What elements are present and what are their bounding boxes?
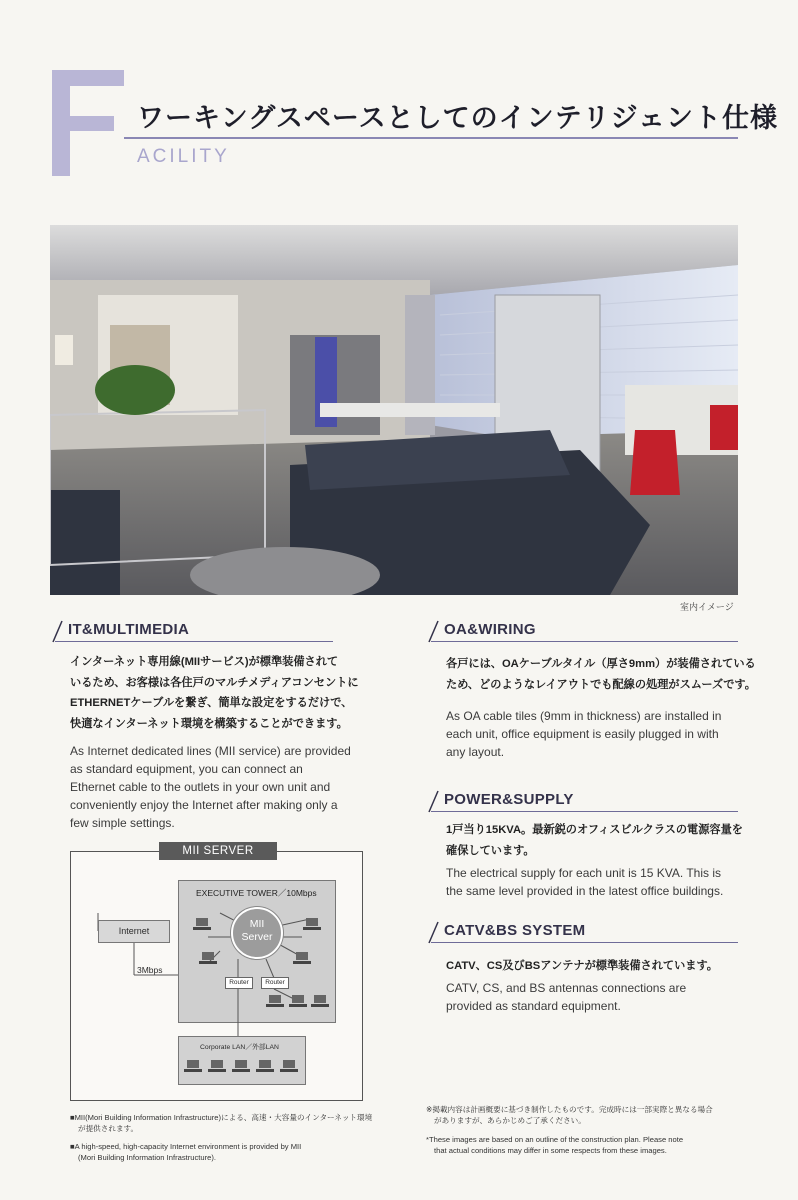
server-label-line2: Server [241, 931, 273, 943]
text-line: ETHERNETケーブルを繋ぎ、簡単な設定をするだけで、 [70, 697, 353, 709]
computer-icon [199, 952, 217, 964]
note-line: (Mori Building Information Infrastructure). [78, 1153, 217, 1162]
text-line: few simple settings. [70, 816, 175, 830]
mii-server-node [231, 907, 283, 959]
heading-rule [431, 811, 738, 812]
section-letter-f [52, 70, 124, 176]
text-line: conveniently enjoy the Internet after making only a [70, 798, 338, 812]
text-line: As OA cable tiles (9mm in thickness) are installed in [446, 709, 722, 723]
power-supply-en-text [446, 864, 723, 900]
text-line: いるため、お客様は各住戸のマルチメディアコンセントに [70, 676, 359, 689]
computer-icon [303, 918, 321, 930]
note-line: *These images are based on an outline of the construction plan. Please note [426, 1135, 684, 1144]
router-node: Router [225, 977, 253, 989]
text-line: provided as standard equipment. [446, 999, 621, 1013]
computer-icon [293, 952, 311, 964]
it-multimedia-jp-text [70, 652, 359, 734]
note-line: ■MII(Mori Building Information Infrastructure)による、高速・大容量のインターネット環境 [70, 1113, 373, 1122]
title-divider [124, 137, 738, 139]
plan-note-en [426, 1134, 683, 1156]
text-line: 各戸には、OAケーブルタイル（厚さ9mm）が装備されている [446, 658, 756, 670]
computer-icon [266, 995, 284, 1007]
plan-note-jp [426, 1104, 713, 1126]
heading-rule [431, 641, 738, 642]
computer-icon [311, 995, 329, 1007]
text-line: 1戸当り15KVA。最新鋭のオフィスビルクラスの電源容量を [446, 824, 743, 836]
lan-label: Corporate LAN／外部LAN [200, 1044, 279, 1051]
it-multimedia-title: IT&MULTIMEDIA [68, 621, 190, 638]
slash-icon [50, 619, 64, 643]
tower-label: EXECUTIVE TOWER／10Mbps [196, 888, 317, 898]
power-supply-jp-text [446, 820, 743, 861]
catv-bs-title: CATV&BS SYSTEM [444, 922, 586, 939]
it-multimedia-heading [50, 619, 333, 643]
catv-bs-heading [426, 920, 738, 944]
computer-icon [289, 995, 307, 1007]
power-supply-title: POWER&SUPPLY [444, 791, 574, 808]
power-supply-heading [426, 789, 738, 813]
text-line: インターネット専用線(MIIサービス)が標準装備されて [70, 656, 339, 668]
text-line: any layout. [446, 745, 505, 759]
catv-bs-en-text [446, 979, 686, 1015]
heading-rule [55, 641, 333, 642]
note-line: が提供されます。 [78, 1124, 139, 1133]
computer-icon [184, 1060, 202, 1072]
note-line: ■A high-speed, high-capacity Internet environment is provided by MII [70, 1142, 302, 1151]
computer-icon [256, 1060, 274, 1072]
page-subtitle: ACILITY [137, 146, 230, 167]
photo-caption: 室内イメージ [680, 602, 734, 612]
note-line: that actual conditions may differ in some respects from these images. [434, 1146, 667, 1155]
computer-icon [208, 1060, 226, 1072]
oa-wiring-jp-text [446, 654, 756, 695]
it-multimedia-en-text [70, 742, 351, 832]
diagram-title: MII SERVER [159, 842, 277, 860]
text-line: 確保しています。 [446, 844, 535, 857]
internet-node: Internet [98, 920, 170, 943]
text-line: as standard equipment, you can connect an [70, 762, 303, 776]
router-node: Router [261, 977, 289, 989]
text-line: CATV、CS及びBSアンテナが標準装備されています。 [446, 960, 718, 972]
oa-wiring-title: OA&WIRING [444, 621, 536, 638]
computer-icon [232, 1060, 250, 1072]
heading-rule [431, 942, 738, 943]
office-interior-photo [50, 225, 738, 595]
text-line: each unit, office equipment is easily plugged in with [446, 727, 719, 741]
note-line: ※掲載内容は計画概要に基づき制作したものです。完成時には一部実際と異なる場合 [426, 1105, 713, 1114]
oa-wiring-heading [426, 619, 738, 643]
slash-icon [426, 619, 440, 643]
computer-icon [280, 1060, 298, 1072]
slash-icon [426, 920, 440, 944]
text-line: ため、どのようなレイアウトでも配線の処理がスムーズです。 [446, 678, 756, 691]
office-interior-illustration [50, 225, 738, 595]
slash-icon [426, 789, 440, 813]
catv-bs-jp-text [446, 956, 718, 977]
text-line: As Internet dedicated lines (MII service) are provided [70, 744, 351, 758]
computer-icon [193, 918, 211, 930]
text-line: Ethernet cable to the outlets in your own unit and [70, 780, 331, 794]
mii-note-en [70, 1141, 301, 1163]
text-line: CATV, CS, and BS antennas connections are [446, 981, 687, 995]
page-title: ワーキングスペースとしてのインテリジェント仕様 [137, 103, 779, 133]
note-line: がありますが、あらかじめご了承ください。 [434, 1116, 586, 1125]
text-line: 快適なインターネット環境を構築することができます。 [70, 717, 348, 730]
oa-wiring-en-text [446, 707, 721, 761]
text-line: The electrical supply for each unit is 15 KVA. This is [446, 866, 722, 880]
mii-note-jp [70, 1112, 372, 1134]
server-label-line1: MII [249, 918, 265, 930]
text-line: the same level provided in the latest office buildings. [446, 884, 724, 898]
speed-label: 3Mbps [137, 965, 163, 975]
